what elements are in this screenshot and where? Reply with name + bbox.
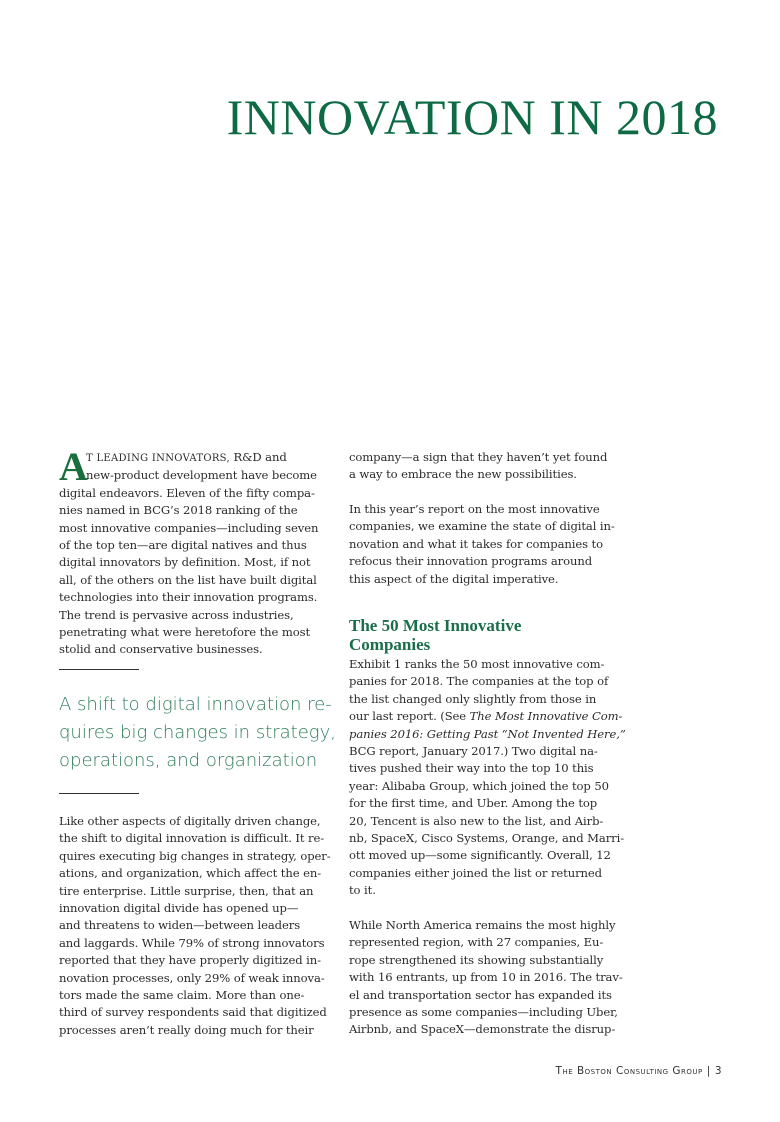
intro-line bbox=[59, 449, 318, 467]
text-line: stolid and conservative businesses. bbox=[59, 642, 263, 657]
text-line: 20, Tencent is also new to the list, and Airb- bbox=[349, 813, 604, 828]
text-line: all, of the others on the list have built digital bbox=[59, 572, 317, 587]
text-line: penetrating what were heretofore the most bbox=[59, 625, 311, 640]
paragraph bbox=[349, 449, 607, 484]
text-line: The trend is pervasive across industries, bbox=[59, 607, 294, 622]
paragraph-continued bbox=[349, 743, 626, 900]
paragraph bbox=[349, 656, 626, 900]
pull-quote-line: operations, and organization bbox=[59, 750, 318, 771]
text-line: year: Alibaba Group, which joined the top 50 bbox=[349, 778, 609, 793]
report-citation: panies 2016: Getting Past “Not Invented Here,” bbox=[349, 726, 626, 741]
paragraph bbox=[349, 501, 615, 588]
text-line: with 16 entrants, up from 10 in 2016. The trav- bbox=[349, 970, 623, 985]
text-line: While North America remains the most highly bbox=[349, 918, 616, 932]
text-line: rope strengthened its showing substantially bbox=[349, 952, 604, 967]
text-line: Like other aspects of digitally driven change, bbox=[59, 814, 321, 828]
text-line: tire enterprise. Little surprise, then, that an bbox=[59, 883, 314, 898]
heading-line: Companies bbox=[349, 635, 431, 654]
text-line bbox=[349, 708, 626, 725]
text-line: third of survey respondents said that digitized bbox=[59, 1005, 327, 1020]
text-segment: our last report. (See bbox=[349, 709, 470, 724]
publisher-name: The Boston Consulting Group bbox=[555, 1065, 703, 1077]
page-title: INNOVATION IN 2018 bbox=[226, 89, 718, 145]
divider-rule bbox=[59, 793, 139, 794]
text-line: companies, we examine the state of digital in- bbox=[349, 519, 615, 534]
text-line: this aspect of the digital imperative. bbox=[349, 571, 559, 586]
text-line: ott moved up—some significantly. Overall, 12 bbox=[349, 848, 611, 863]
text-line: represented region, with 27 companies, Eu- bbox=[349, 935, 604, 950]
text-line: refocus their innovation programs around bbox=[349, 554, 593, 569]
text-line: and threatens to widen—between leaders bbox=[59, 918, 301, 933]
text-line: for the first time, and Uber. Among the top bbox=[349, 796, 598, 811]
text-line: innovation digital divide has opened up— bbox=[59, 901, 299, 916]
page-footer bbox=[556, 1065, 722, 1077]
paragraph bbox=[349, 917, 623, 1039]
text-line: Exhibit 1 ranks the 50 most innovative com- bbox=[349, 657, 605, 671]
text-line: quires executing big changes in strategy, oper- bbox=[59, 848, 331, 863]
text-line: digital innovators by definition. Most, if not bbox=[59, 555, 311, 570]
text-line: and laggards. While 79% of strong innovators bbox=[59, 935, 325, 950]
text-line: a way to embrace the new possibilities. bbox=[349, 467, 577, 482]
text-line: company—a sign that they haven’t yet found bbox=[349, 450, 608, 464]
text-line: new-product development have become bbox=[86, 468, 317, 483]
pull-quote-line: A shift to digital innovation re- bbox=[59, 694, 332, 715]
text-line: most innovative companies—including seven bbox=[59, 520, 319, 535]
text-line: nb, SpaceX, Cisco Systems, Orange, and Marri- bbox=[349, 831, 625, 846]
text-line bbox=[349, 726, 626, 743]
text-line: panies for 2018. The companies at the top of bbox=[349, 674, 609, 689]
intro-smallcaps: T LEADING INNOVATORS, bbox=[86, 453, 230, 464]
body-paragraph bbox=[59, 813, 331, 1039]
text-line: reported that they have properly digitized in- bbox=[59, 953, 321, 968]
intro-text: R&D and bbox=[229, 450, 287, 464]
footer-separator: | bbox=[706, 1065, 711, 1077]
text-line: technologies into their innovation programs. bbox=[59, 590, 318, 605]
text-line: the shift to digital innovation is difficult. It re- bbox=[59, 831, 325, 846]
text-line: Airbnb, and SpaceX—demonstrate the disrup- bbox=[349, 1022, 616, 1037]
text-line: tives pushed their way into the top 10 this bbox=[349, 761, 594, 776]
text-line: digital endeavors. Eleven of the fifty compa- bbox=[59, 485, 315, 500]
pull-quote-line: quires big changes in strategy, bbox=[59, 722, 336, 743]
page-number: 3 bbox=[714, 1065, 722, 1077]
text-line: el and transportation sector has expanded its bbox=[349, 987, 612, 1002]
pull-quote bbox=[59, 691, 336, 775]
text-line: presence as some companies—including Uber, bbox=[349, 1005, 618, 1020]
drop-cap: A bbox=[59, 444, 88, 489]
text-line: processes aren’t really doing much for their bbox=[59, 1022, 314, 1037]
section-heading bbox=[349, 616, 521, 654]
text-line: novation processes, only 29% of weak innova- bbox=[59, 970, 325, 985]
report-citation: The Most Innovative Com- bbox=[469, 709, 623, 724]
text-line: tors made the same claim. More than one- bbox=[59, 988, 305, 1003]
text-line: BCG report, January 2017.) Two digital na- bbox=[349, 744, 598, 759]
text-line: of the top ten—are digital natives and thus bbox=[59, 538, 307, 553]
heading-line: The 50 Most Innovative bbox=[349, 616, 522, 635]
text-line: companies either joined the list or returned bbox=[349, 865, 602, 880]
text-line: to it. bbox=[349, 883, 376, 898]
text-line: the list changed only slightly from those in bbox=[349, 691, 597, 706]
text-line: novation and what it takes for companies to bbox=[349, 536, 603, 551]
text-line: ations, and organization, which affect the en- bbox=[59, 866, 322, 881]
text-line: In this year’s report on the most innovative bbox=[349, 502, 600, 516]
divider-rule bbox=[59, 669, 139, 670]
text-line: nies named in BCG’s 2018 ranking of the bbox=[59, 503, 298, 518]
intro-paragraph bbox=[59, 444, 319, 659]
